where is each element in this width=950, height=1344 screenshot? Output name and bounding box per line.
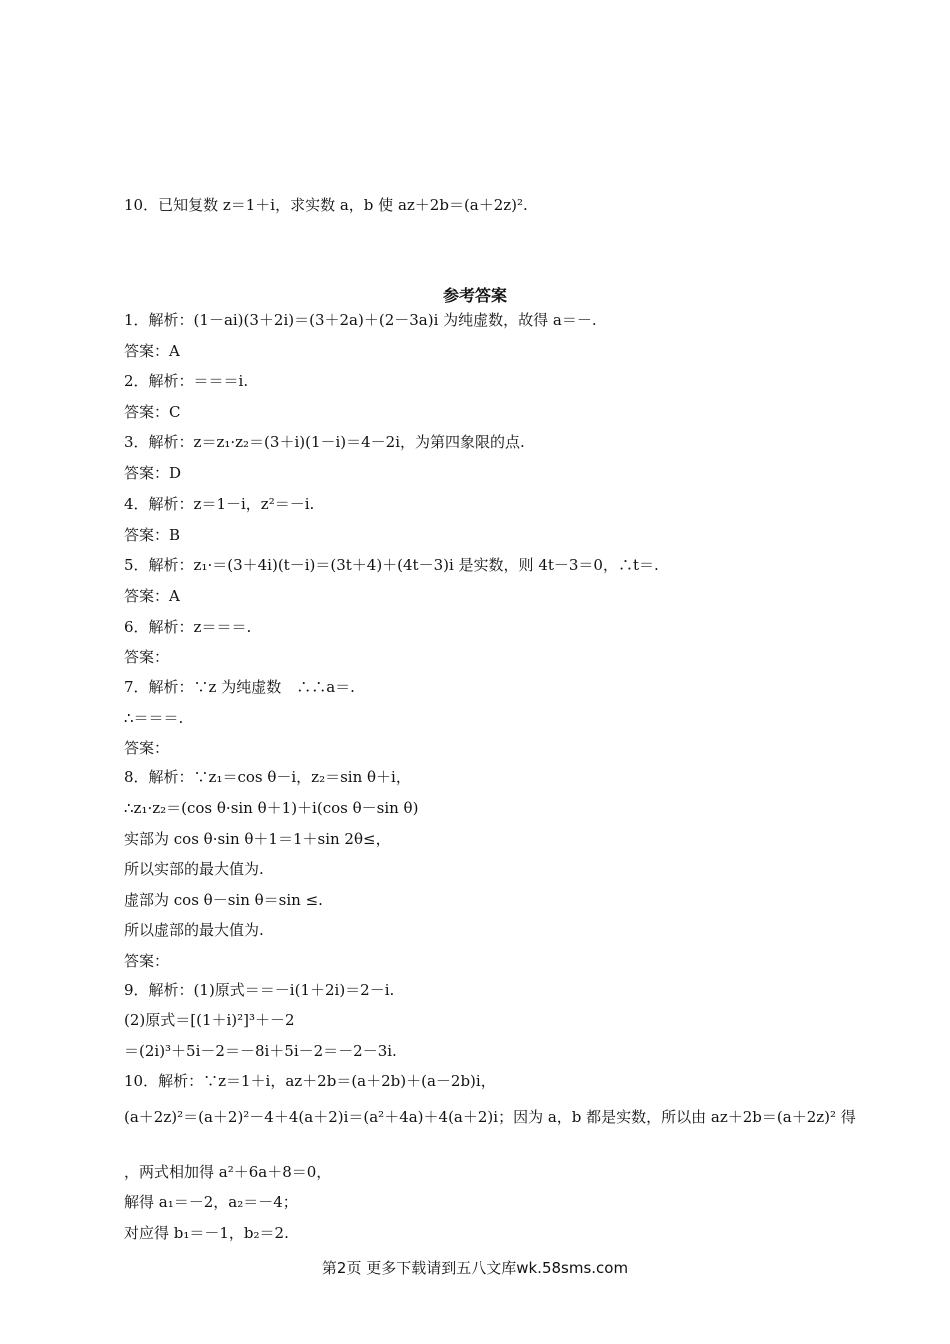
answer-line-16: 8．解析：∵z₁＝cos θ－i，z₂＝sin θ＋i，: [124, 768, 411, 786]
answer-line-15: 答案：: [124, 739, 170, 757]
answer-line-30: 对应得 b₁＝－1，b₂＝2.: [124, 1224, 289, 1242]
answer-line-11: 6．解析：z＝＝＝.: [124, 618, 252, 636]
answer-line-2: 答案：A: [124, 342, 180, 360]
answer-line-17: ∴z₁·z₂＝(cos θ·sin θ＋1)＋i(cos θ－sin θ): [124, 799, 419, 817]
answer-line-5: 3．解析：z＝z₁·z₂＝(3＋i)(1－i)＝4－2i，为第四象限的点.: [124, 433, 525, 451]
answers-heading: 参考答案: [442, 286, 507, 305]
answer-line-29: 解得 a₁＝－2，a₂＝－4；: [124, 1193, 298, 1211]
answer-line-18: 实部为 cos θ·sin θ＋1＝1＋sin 2θ≤，: [124, 830, 391, 848]
answer-line-8: 答案：B: [124, 526, 181, 544]
answer-line-24: (2)原式＝[(1＋i)²]³＋－2: [124, 1011, 295, 1029]
answer-line-1: 1．解析：(1－ai)(3＋2i)＝(3＋2a)＋(2－3a)i 为纯虚数，故得 a＝－.: [124, 311, 597, 329]
answer-line-7: 4．解析：z＝1－i，z²＝－i.: [124, 495, 315, 513]
question-10: 10．已知复数 z＝1＋i，求实数 a，b 使 az＋2b＝(a＋2z)².: [124, 196, 528, 214]
answer-line-6: 答案：D: [124, 464, 182, 482]
answer-line-19: 所以实部的最大值为.: [124, 860, 264, 878]
answer-line-22: 答案：: [124, 952, 170, 970]
answer-line-13: 7．解析：∵z 为纯虚数 ∴∴a＝.: [124, 678, 355, 696]
page-footer: 第2页 更多下载请到五八文库wk.58sms.com: [321, 1259, 629, 1277]
answer-line-28: ，两式相加得 a²＋6a＋8＝0，: [124, 1163, 332, 1181]
answer-line-10: 答案：A: [124, 587, 180, 605]
answer-line-4: 答案：C: [124, 403, 181, 421]
answer-line-9: 5．解析：z₁·＝(3＋4i)(t－i)＝(3t＋4)＋(4t－3)i 是实数，则 4t－3＝0，∴t＝.: [124, 556, 659, 574]
answer-line-12: 答案：: [124, 648, 170, 666]
answer-line-27: (a＋2z)²＝(a＋2)²－4＋4(a＋2)i＝(a²＋4a)＋4(a＋2)i；因为 a，b 都是实数，所以由 az＋2b＝(a＋2z)² 得: [124, 1108, 856, 1126]
answer-line-25: ＝(2i)³＋5i－2＝－8i＋5i－2＝－2－3i.: [124, 1042, 397, 1060]
answer-line-3: 2．解析：＝＝＝i.: [124, 372, 249, 390]
answer-line-21: 所以虚部的最大值为.: [124, 921, 264, 939]
answer-line-14: ∴＝＝＝.: [124, 709, 184, 727]
answer-line-23: 9．解析：(1)原式＝＝－i(1＋2i)＝2－i.: [124, 981, 395, 999]
answer-line-26: 10．解析：∵z＝1＋i，az＋2b＝(a＋2b)＋(a－2b)i，: [124, 1072, 496, 1090]
answer-line-20: 虚部为 cos θ－sin θ＝sin ≤.: [124, 891, 323, 909]
